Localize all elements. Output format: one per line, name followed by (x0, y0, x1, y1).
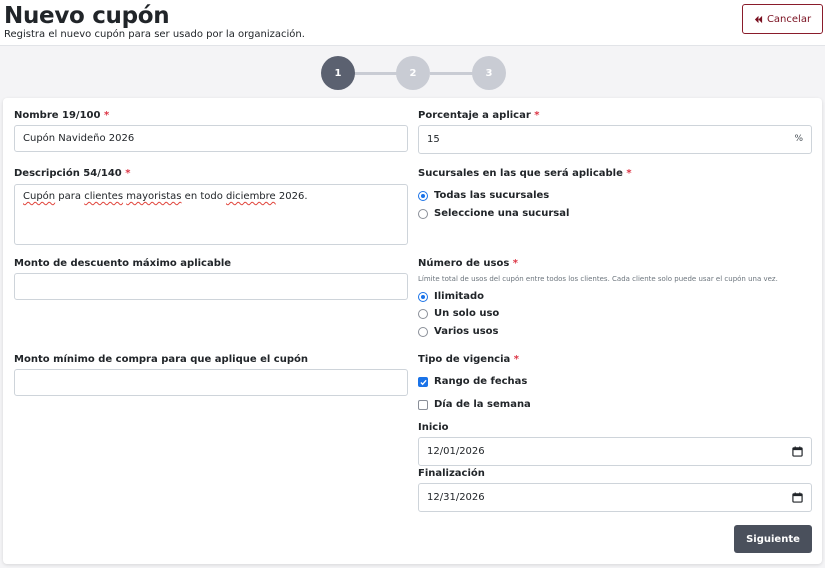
start-date-value: 12/01/2026 (427, 446, 485, 457)
uses-option-single[interactable] (418, 308, 499, 319)
branches-label (418, 168, 632, 179)
step-connector-1 (354, 72, 397, 75)
validity-option-weekday[interactable] (418, 399, 531, 410)
radio-unselected[interactable] (418, 327, 428, 337)
name-label (14, 110, 109, 121)
description-label (14, 168, 130, 179)
start-date-input[interactable] (418, 437, 812, 466)
double-chevron-left-icon (754, 15, 763, 24)
uses-option-multiple[interactable] (418, 326, 499, 337)
percentage-value: 15 (427, 134, 440, 145)
min-purchase-input[interactable] (14, 369, 408, 396)
description-word: para (55, 191, 85, 202)
uses-label-text: Número de usos (418, 258, 510, 269)
branches-label-text: Sucursales en las que será aplicable (418, 168, 623, 179)
description-word: Cupón (23, 191, 56, 202)
end-label: Finalización (418, 468, 485, 479)
name-label-text: Nombre 19/100 (14, 110, 101, 121)
uses-label (418, 258, 518, 269)
cancel-button-label: Cancelar (766, 13, 812, 25)
page-header (0, 0, 825, 46)
required-marker: * (125, 168, 131, 179)
required-marker: * (626, 168, 632, 179)
percentage-label (418, 110, 540, 121)
required-marker: * (103, 110, 110, 121)
branches-option-select[interactable] (418, 208, 569, 219)
branches-option-label: Seleccione una sucursal (434, 208, 570, 219)
description-textarea[interactable] (14, 184, 408, 245)
percentage-label-text: Porcentaje a aplicar (418, 110, 531, 121)
uses-option-label: Varios usos (434, 326, 499, 337)
description-word: en todo (181, 191, 227, 202)
cancel-button[interactable] (742, 4, 823, 34)
radio-unselected[interactable] (418, 209, 428, 219)
step-2[interactable]: 2 (396, 56, 430, 90)
step-3[interactable]: 3 (472, 56, 506, 90)
branches-option-label: Todas las sucursales (434, 190, 550, 201)
step-connector-2 (430, 72, 473, 75)
uses-option-unlimited[interactable] (418, 291, 484, 302)
step-1[interactable]: 1 (321, 56, 355, 90)
name-input[interactable]: Cupón Navideño 2026 (14, 125, 408, 152)
max-discount-input[interactable] (14, 273, 408, 300)
calendar-icon[interactable] (792, 446, 803, 457)
description-word: 2026. (275, 191, 308, 202)
description-word: mayoristas (126, 191, 182, 202)
uses-option-label: Ilimitado (434, 291, 484, 302)
next-button[interactable]: Siguiente (734, 525, 812, 553)
max-discount-label: Monto de descuento máximo aplicable (14, 258, 232, 269)
validity-label-text: Tipo de vigencia (418, 354, 511, 365)
uses-option-label: Un solo uso (434, 308, 500, 319)
radio-selected[interactable] (418, 292, 428, 302)
percentage-suffix: % (794, 134, 803, 144)
percentage-input[interactable] (418, 125, 812, 154)
branches-option-all[interactable] (418, 190, 549, 201)
page-title: Nuevo cupón (4, 3, 170, 29)
uses-help-text: Límite total de usos del cupón entre todos los clientes. Cada cliente solo puede usar el cupón una vez. (418, 275, 778, 283)
description-word: clientes (84, 191, 124, 202)
radio-selected[interactable] (418, 191, 428, 201)
validity-option-label: Rango de fechas (434, 376, 528, 387)
required-marker: * (534, 110, 540, 121)
calendar-icon[interactable] (792, 492, 803, 503)
min-purchase-label: Monto mínimo de compra para que aplique el cupón (14, 354, 308, 365)
radio-unselected[interactable] (418, 309, 428, 319)
description-label-text: Descripción 54/140 (14, 168, 122, 179)
required-marker: * (512, 258, 519, 269)
end-date-value: 12/31/2026 (427, 492, 485, 503)
checkbox-unchecked[interactable] (418, 400, 428, 410)
validity-option-date-range[interactable] (418, 376, 527, 387)
end-date-input[interactable] (418, 483, 812, 512)
start-label: Inicio (418, 422, 449, 433)
validity-label (418, 354, 519, 365)
description-word: diciembre (226, 191, 276, 202)
required-marker: * (513, 354, 520, 365)
validity-option-label: Día de la semana (434, 399, 531, 410)
page-subtitle: Registra el nuevo cupón para ser usado por la organización. (4, 29, 305, 40)
check-icon (420, 379, 427, 386)
checkbox-checked[interactable] (418, 377, 428, 387)
